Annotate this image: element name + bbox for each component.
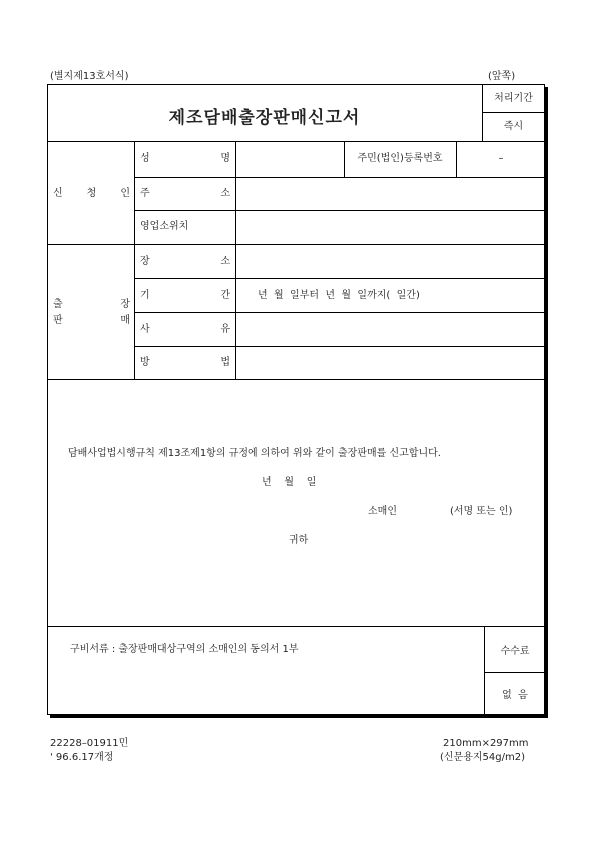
address-label: 주 소 xyxy=(140,188,230,199)
reason-field[interactable] xyxy=(236,313,545,346)
fee-label: 수수료 xyxy=(500,646,530,657)
required-documents: 구비서류 : 출장판매대상구역의 소매인의 동의서 1부 xyxy=(70,644,299,655)
paper-type: (신문용지54g/m2) xyxy=(440,752,525,763)
page-side-label: (앞쪽) xyxy=(488,71,516,82)
sales-group-label-bottom: 판 매 xyxy=(53,315,130,326)
processing-period-value: 즉시 xyxy=(503,121,524,132)
paper-size: 210mm×297mm xyxy=(443,738,529,749)
divider xyxy=(47,379,545,380)
registration-number-label: 주민(법인)등록번호 xyxy=(357,153,443,164)
revision-date: ' 96.6.17개정 xyxy=(50,752,114,763)
method-label: 방 법 xyxy=(140,357,230,368)
form-title: 제조담배출장판매신고서 xyxy=(168,108,361,128)
business-location-label: 영업소위치 xyxy=(140,221,189,232)
registration-number-field[interactable]: – xyxy=(498,153,504,164)
name-label: 성 명 xyxy=(140,153,230,164)
sales-group-label-top: 출 장 xyxy=(53,299,130,310)
recipient-label: 귀하 xyxy=(289,535,309,546)
divider xyxy=(134,278,545,279)
period-label: 기 간 xyxy=(140,290,230,301)
period-field[interactable]: 년 월 일부터 년 월 일까지( 일간) xyxy=(258,290,420,301)
method-field[interactable] xyxy=(236,347,545,379)
signer-label: 소매인 xyxy=(368,506,397,517)
divider xyxy=(484,626,485,715)
divider xyxy=(482,84,483,141)
declaration-date[interactable]: 년 월 일 xyxy=(262,477,317,488)
divider xyxy=(134,141,135,379)
divider xyxy=(482,112,545,113)
place-field[interactable] xyxy=(236,245,545,278)
form-number: (별지제13호서식) xyxy=(50,71,129,82)
processing-period-label: 처리기간 xyxy=(494,93,533,104)
signature-note: (서명 또는 인) xyxy=(450,506,513,517)
reason-label: 사 유 xyxy=(140,324,230,335)
declaration-statement: 담배사업법시행규칙 제13조제1항의 규정에 의하여 위와 같이 출장판매를 신고합니다. xyxy=(68,448,441,459)
divider xyxy=(484,672,545,673)
place-label: 장 소 xyxy=(140,256,230,267)
form-code: 22228–01911민 xyxy=(50,738,129,749)
business-location-field[interactable] xyxy=(236,211,545,244)
fee-value: 없 음 xyxy=(502,690,528,701)
divider xyxy=(47,626,545,627)
name-field[interactable] xyxy=(236,142,344,177)
applicant-group-label: 신 청 인 xyxy=(53,188,130,199)
address-field[interactable] xyxy=(236,178,545,210)
